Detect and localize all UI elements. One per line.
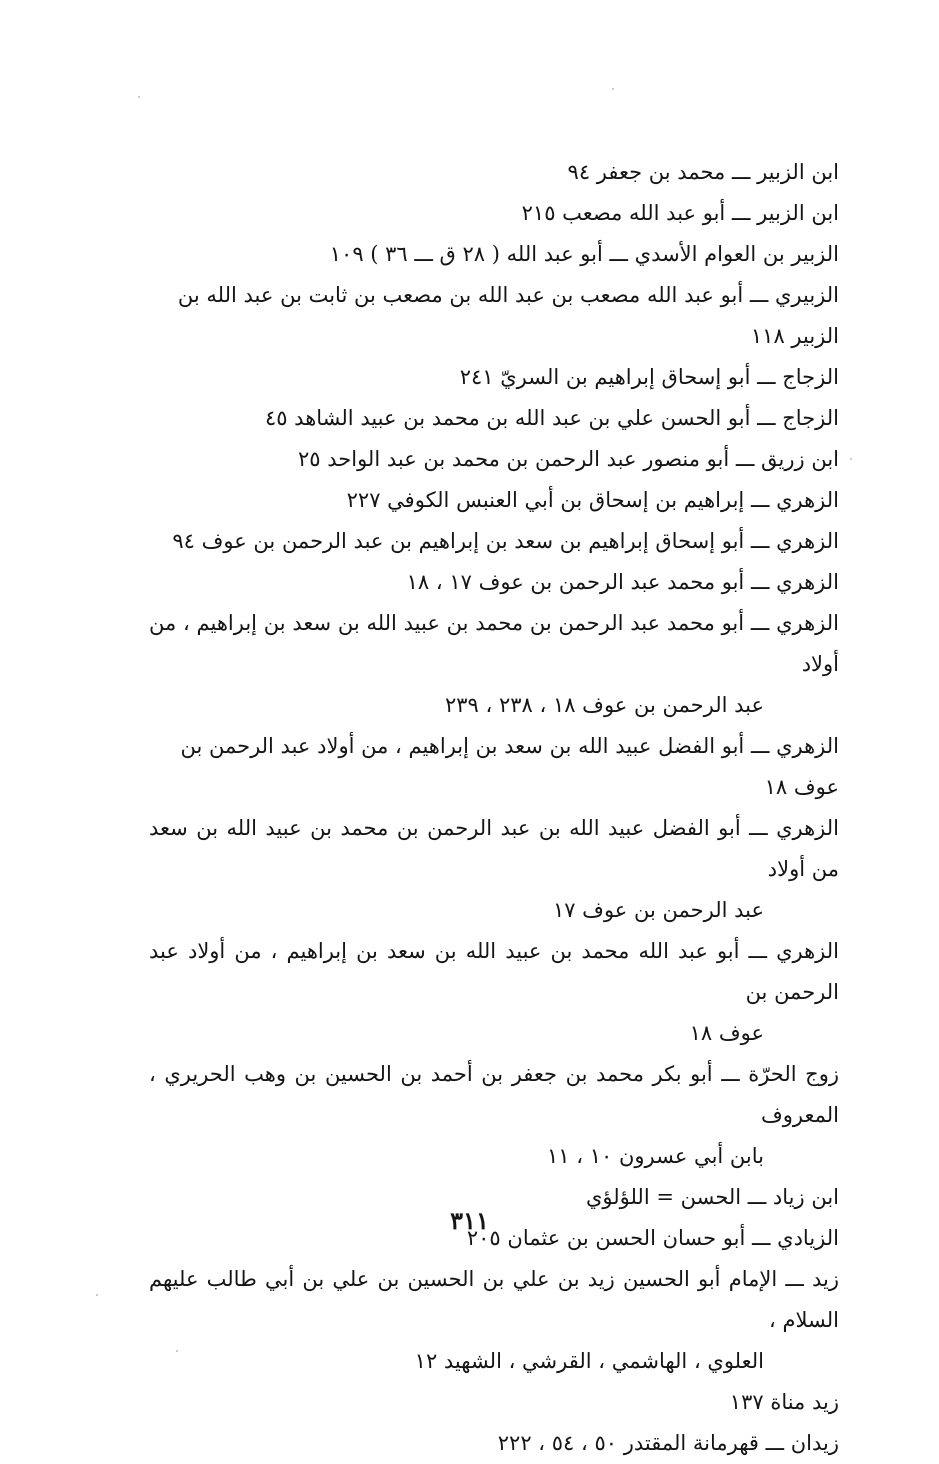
entry-line: زيدان ـــ قهرمانة المقتدر ٥٠ ، ٥٤ ، ٢٢٢ bbox=[497, 1431, 839, 1455]
index-entry bbox=[149, 726, 839, 808]
entry-line: الزهري ـــ أبو الفضل عبيد الله بن سعد بن إبراهيم ، من أولاد عبد الرحمن بن عوف ١٨ bbox=[180, 734, 839, 799]
entry-line: ابن الزبير ـــ أبو عبد الله مصعب ٢١٥ bbox=[521, 201, 839, 225]
index-entry bbox=[149, 439, 839, 480]
entry-continuation-line: عوف ١٨ bbox=[689, 1021, 764, 1045]
index-entry bbox=[149, 398, 839, 439]
entry-line: الزبير بن العوام الأسدي ـــ أبو عبد الله ( ٢٨ ق ـــ ٣٦ ) ١٠٩ bbox=[329, 242, 839, 266]
paper-speck bbox=[612, 88, 614, 90]
entry-line: الزجاج ـــ أبو الحسن علي بن عبد الله بن محمد بن عبيد الشاهد ٤٥ bbox=[264, 406, 839, 430]
entry-line: الزهري ـــ أبو إسحاق إبراهيم بن سعد بن إبراهيم بن عبد الرحمن بن عوف ٩٤ bbox=[172, 529, 839, 553]
index-entry-list bbox=[149, 152, 839, 1464]
entry-line: زوج الحرّة ـــ أبو بكر محمد بن جعفر بن أحمد بن الحسين بن وهب الحريري ، المعروف bbox=[149, 1062, 839, 1127]
entry-line: الزهري ـــ أبو الفضل عبيد الله بن عبد الرحمن بن محمد بن عبيد الله بن سعد من أولاد bbox=[149, 816, 839, 881]
index-entry bbox=[149, 603, 839, 726]
index-entry bbox=[149, 808, 839, 931]
page-number: ٣١١ bbox=[450, 1206, 489, 1235]
index-entry bbox=[149, 1423, 839, 1464]
entry-line: ابن زريق ـــ أبو منصور عبد الرحمن بن محمد بن عبد الواحد ٢٥ bbox=[298, 447, 839, 471]
index-entry bbox=[149, 275, 839, 357]
index-entry bbox=[149, 562, 839, 603]
entry-line: الزبيري ـــ أبو عبد الله مصعب بن عبد الله بن مصعب بن ثابت بن عبد الله بن الزبير ١١٨ bbox=[177, 283, 839, 348]
entry-continuation-line: عبد الرحمن بن عوف ١٨ ، ٢٣٨ ، ٢٣٩ bbox=[444, 693, 764, 717]
entry-continuation-line: بابن أبي عسرون ١٠ ، ١١ bbox=[547, 1144, 764, 1168]
paper-speck bbox=[138, 96, 140, 98]
entry-line: الزهري ـــ إبراهيم بن إسحاق بن أبي العنبس الكوفي ٢٢٧ bbox=[346, 488, 839, 512]
index-entry bbox=[149, 152, 839, 193]
index-entry bbox=[149, 931, 839, 1054]
entry-line: ابن زياد ـــ الحسن = اللؤلؤي bbox=[585, 1185, 839, 1209]
paper-speck bbox=[850, 458, 852, 460]
entry-continuation-line: عبد الرحمن بن عوف ١٧ bbox=[552, 898, 764, 922]
entry-line: الزيادي ـــ أبو حسان الحسن بن عثمان ٢٠٥ bbox=[466, 1226, 839, 1250]
index-entry bbox=[149, 357, 839, 398]
index-entry bbox=[149, 193, 839, 234]
entry-continuation-line: العلوي ، الهاشمي ، القرشي ، الشهيد ١٢ bbox=[414, 1349, 764, 1373]
index-entry bbox=[149, 480, 839, 521]
entry-line: الزجاج ـــ أبو إسحاق إبراهيم بن السريّ ٢٤١ bbox=[459, 365, 839, 389]
index-entry bbox=[149, 521, 839, 562]
paper-speck bbox=[96, 1294, 98, 1296]
entry-line: زيد ـــ الإمام أبو الحسين زيد بن علي بن الحسين بن علي بن أبي طالب عليهم السلام ، bbox=[149, 1267, 839, 1332]
entry-line: الزهري ـــ أبو عبد الله محمد بن عبيد الله بن سعد بن إبراهيم ، من أولاد عبد الرحمن بن bbox=[149, 939, 839, 1004]
index-entry bbox=[149, 234, 839, 275]
paper-speck bbox=[176, 1350, 178, 1352]
index-entry bbox=[149, 1259, 839, 1382]
index-entry bbox=[149, 1054, 839, 1177]
index-entry bbox=[149, 1382, 839, 1423]
entry-line: الزهري ـــ أبو محمد عبد الرحمن بن عوف ١٧ ، ١٨ bbox=[406, 570, 839, 594]
entry-line: ابن الزبير ـــ محمد بن جعفر ٩٤ bbox=[567, 160, 839, 184]
entry-line: زيد مناة ١٣٧ bbox=[729, 1390, 839, 1414]
entry-line: الزهري ـــ أبو محمد عبد الرحمن بن محمد بن عبيد الله بن سعد بن إبراهيم ، من أولاد bbox=[149, 611, 839, 676]
